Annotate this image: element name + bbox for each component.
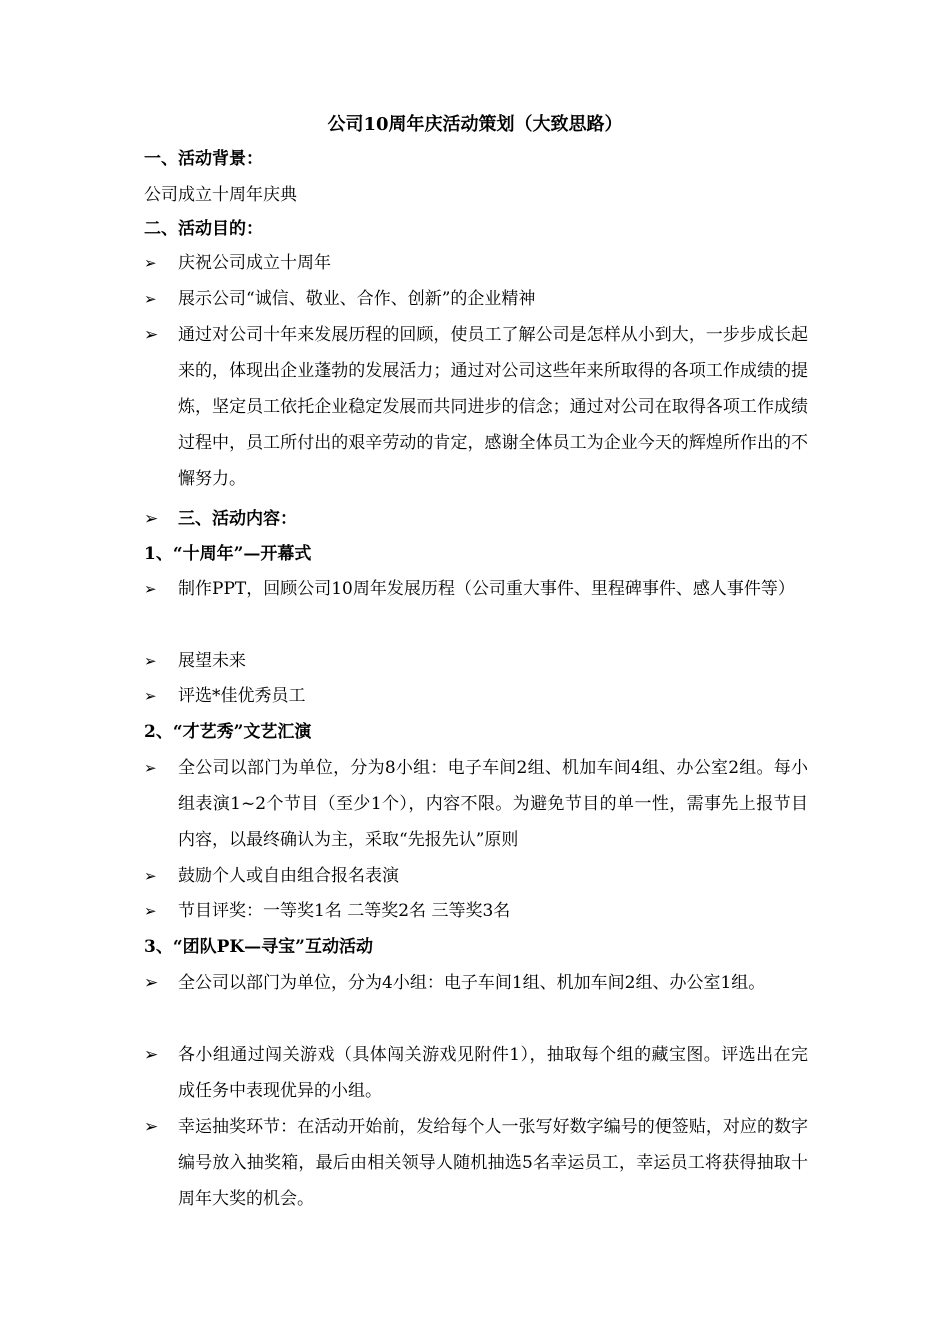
part-heading-opening: 1、“十周年”—开幕式: [144, 544, 312, 564]
list-item: 幸运抽奖环节：在活动开始前，发给每个人一张写好数字编号的便签贴，对应的数字编号放入抽奖箱，最后由相关领导人随机抽选5名幸运员工，幸运员工将获得抽取十周年大奖的机会。: [178, 1117, 808, 1209]
bullet-icon: ➢: [144, 652, 157, 670]
bullet-icon: ➢: [144, 580, 157, 598]
list-item: 节目评奖：一等奖1名 二等奖2名 三等奖3名: [178, 901, 511, 921]
background-text: 公司成立十周年庆典: [144, 185, 297, 205]
list-item: 展望未来: [178, 651, 246, 671]
part-heading-treasure-hunt: 3、“团队PK—寻宝”互动活动: [144, 937, 373, 957]
bullet-icon: ➢: [144, 325, 159, 345]
list-item: 制作PPT，回顾公司10周年发展历程（公司重大事件、里程碑事件、感人事件等）: [178, 579, 795, 599]
part-heading-talent-show: 2、“才艺秀”文艺汇演: [144, 722, 312, 742]
list-item: 各小组通过闯关游戏（具体闯关游戏见附件1），抽取每个组的藏宝图。评选出在完成任务中表现优异的小组。: [178, 1045, 808, 1101]
bullet-icon: ➢: [144, 759, 157, 777]
bullet-icon: ➢: [144, 867, 157, 885]
list-item: 鼓励个人或自由组合报名表演: [178, 866, 399, 886]
list-item: 评选*佳优秀员工: [178, 686, 306, 706]
bullet-icon: ➢: [144, 902, 157, 920]
list-item: 全公司以部门为单位，分为4小组：电子车间1组、机加车间2组、办公室1组。: [178, 973, 766, 993]
section-heading-purpose: 二、活动目的：: [144, 219, 263, 239]
bullet-icon: ➢: [144, 1045, 159, 1065]
list-item: 庆祝公司成立十周年: [178, 253, 331, 273]
list-item: 展示公司“诚信、敬业、合作、创新”的企业精神: [178, 289, 536, 309]
bullet-icon: ➢: [144, 509, 159, 529]
bullet-icon: ➢: [144, 290, 157, 308]
section-heading-content: 三、活动内容：: [178, 509, 297, 529]
list-item: 通过对公司十年来发展历程的回顾，使员工了解公司是怎样从小到大，一步步成长起来的，体现出企业蓬勃的发展活力；通过对公司这些年来所取得的各项工作成绩的提炼，坚定员工依托企业稳定发展而共同进步的信念；通过对公司在取得各项工作成绩过程中，员工所付出的艰辛劳动的肯定，感谢全体员工为企业今天的辉煌所作出的不懈努力。: [178, 325, 808, 489]
bullet-icon: ➢: [144, 254, 157, 272]
document-title: 公司10周年庆活动策划（大致思路）: [327, 114, 623, 135]
section-heading-background: 一、活动背景：: [144, 149, 263, 169]
bullet-icon: ➢: [144, 973, 159, 993]
bullet-icon: ➢: [144, 687, 157, 705]
list-item: 全公司以部门为单位，分为8小组：电子车间2组、机加车间4组、办公室2组。每小组表演1~2个节目（至少1个），内容不限。为避免节目的单一性，需事先上报节目内容，以最终确认为主，采取“先报先认”原则: [178, 758, 808, 850]
bullet-icon: ➢: [144, 1117, 159, 1137]
